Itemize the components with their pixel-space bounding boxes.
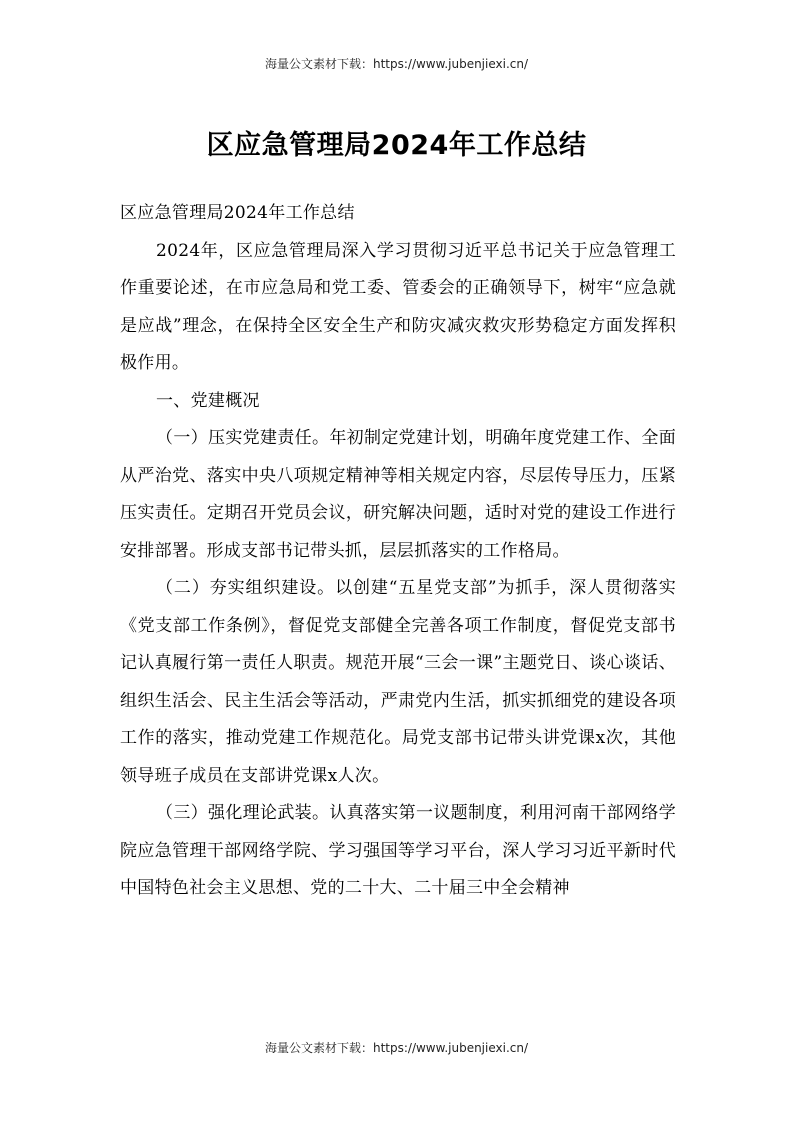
footer-download-note: 海量公文素材下载：https://www.jubenjiexi.cn/ [264,1041,529,1055]
document-title: 区应急管理局2024年工作总结 [206,130,587,161]
paragraph-theory-study: （三）强化理论武装。认真落实第一议题制度，利用河南干部网络学院应急管理干部网络学院、学习强国等学习平台，深人学习习近平新时代中国特色社会主义思想、党的二十大、二十届三中全会精神 [120,803,676,898]
intro-paragraph: 2024年，区应急管理局深入学习贯彻习近平总书记关于应急管理工作重要论述，在市应急局和党工委、管委会的正确领导下，树牢“应急就是应战”理念，在保持全区安全生产和防灾减灾救灾形势稳定方面发挥积极作用。 [120,240,676,373]
section-heading-party-building: 一、党建概况 [156,390,260,411]
document-body [120,195,676,908]
paragraph-organization-building: （二）夯实组织建设。以创建“五星党支部”为抓手，深人贯彻落实《党支部工作条例》，督促党支部健全完善各项工作制度，督促党支部书记认真履行第一责任人职责。规范开展“三会一课”主题党日、谈心谈话、组织生活会、民主生活会等活动，严肃党内生活，抓实抓细党的建设各项工作的落实，推动党建工作规范化。局党支部书记带头讲党课x次，其他领导班子成员在支部讲党课x人次。 [120,578,676,786]
header-download-note: 海量公文素材下载：https://www.jubenjiexi.cn/ [264,57,529,71]
paragraph-party-responsibility: （一）压实党建责任。年初制定党建计划，明确年度党建工作、全面从严治党、落实中央八项规定精神等相关规定内容，尽层传导压力，压紧压实责任。定期召开党员会议，研究解决问题，适时对党的建设工作进行安排部署。形成支部书记带头抓，层层抓落实的工作格局。 [120,428,676,561]
body-subtitle: 区应急管理局2024年工作总结 [120,203,355,223]
